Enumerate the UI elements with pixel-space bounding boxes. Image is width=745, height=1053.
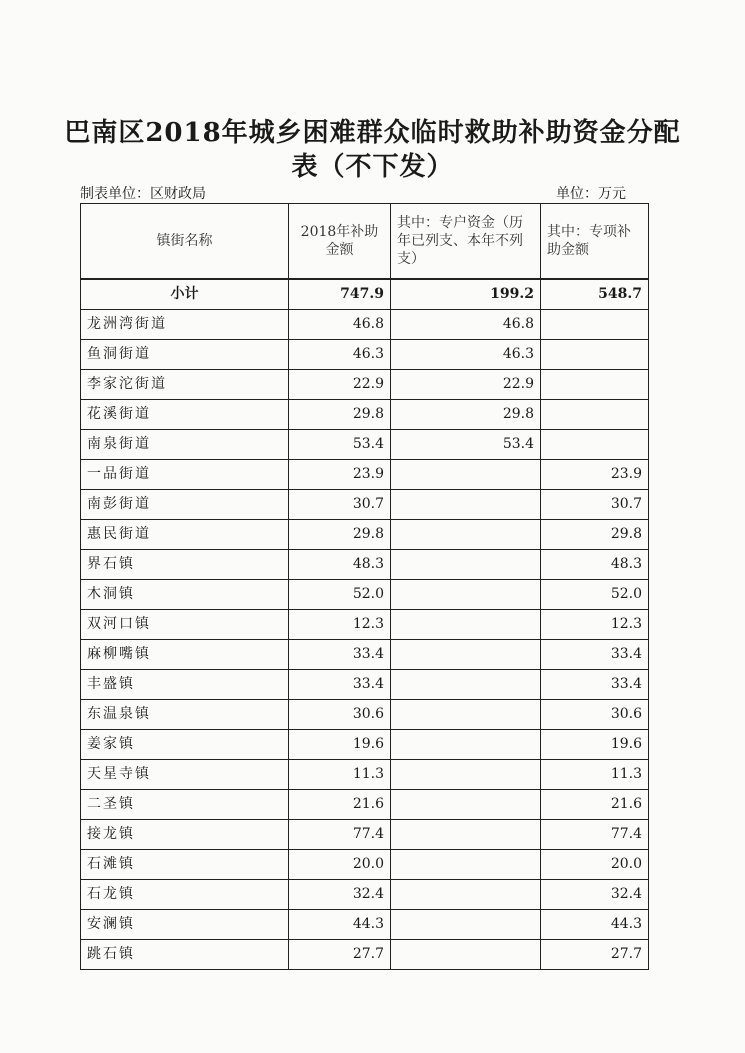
special-subsidy-cell: 23.9 <box>541 460 649 490</box>
town-name-cell: 石滩镇 <box>81 850 289 880</box>
allocation-table <box>80 203 649 970</box>
town-name-cell: 安澜镇 <box>81 910 289 940</box>
table-row <box>81 580 649 610</box>
special-account-cell <box>391 730 541 760</box>
subtotal-row <box>81 279 649 310</box>
special-subsidy-cell: 12.3 <box>541 610 649 640</box>
town-name-cell: 跳石镇 <box>81 940 289 970</box>
table-body <box>81 279 649 970</box>
table-row <box>81 340 649 370</box>
town-name-cell: 东温泉镇 <box>81 700 289 730</box>
special-account-cell <box>391 580 541 610</box>
table-row <box>81 820 649 850</box>
town-name-cell: 二圣镇 <box>81 790 289 820</box>
total-amount-cell: 20.0 <box>289 850 391 880</box>
total-amount-cell: 30.7 <box>289 490 391 520</box>
special-account-cell <box>391 790 541 820</box>
special-account-cell <box>391 670 541 700</box>
town-name-cell: 李家沱街道 <box>81 370 289 400</box>
special-subsidy-cell: 48.3 <box>541 550 649 580</box>
special-subsidy-cell: 30.6 <box>541 700 649 730</box>
special-account-cell <box>391 550 541 580</box>
special-subsidy-cell <box>541 340 649 370</box>
special-account-cell <box>391 820 541 850</box>
title-line-1: 巴南区2018年城乡困难群众临时救助补助资金分配 <box>64 118 681 148</box>
special-account-cell <box>391 520 541 550</box>
total-amount-cell: 33.4 <box>289 670 391 700</box>
table-header-row <box>81 204 649 280</box>
table-row <box>81 490 649 520</box>
table-row <box>81 880 649 910</box>
total-amount-cell: 11.3 <box>289 760 391 790</box>
town-name-cell: 南泉街道 <box>81 430 289 460</box>
subtotal-total: 747.9 <box>289 279 391 310</box>
table-row <box>81 460 649 490</box>
special-subsidy-cell: 11.3 <box>541 760 649 790</box>
special-account-cell <box>391 850 541 880</box>
unit-label: 单位：万元 <box>556 186 626 202</box>
special-subsidy-cell: 21.6 <box>541 790 649 820</box>
town-name-cell: 龙洲湾街道 <box>81 310 289 340</box>
total-amount-cell: 52.0 <box>289 580 391 610</box>
table-row <box>81 550 649 580</box>
special-account-cell: 46.3 <box>391 340 541 370</box>
special-account-cell <box>391 640 541 670</box>
compiler-label: 制表单位：区财政局 <box>80 186 206 202</box>
town-name-cell: 天星寺镇 <box>81 760 289 790</box>
table-row <box>81 670 649 700</box>
special-subsidy-cell: 44.3 <box>541 910 649 940</box>
table-row <box>81 400 649 430</box>
title-line-2: 表（不下发） <box>291 152 454 182</box>
special-subsidy-cell: 32.4 <box>541 880 649 910</box>
special-account-cell <box>391 940 541 970</box>
special-subsidy-cell <box>541 370 649 400</box>
special-account-cell: 22.9 <box>391 370 541 400</box>
table-row <box>81 760 649 790</box>
total-amount-cell: 29.8 <box>289 520 391 550</box>
total-amount-cell: 12.3 <box>289 610 391 640</box>
special-account-cell <box>391 700 541 730</box>
total-amount-cell: 32.4 <box>289 880 391 910</box>
total-amount-cell: 29.8 <box>289 400 391 430</box>
total-amount-cell: 27.7 <box>289 940 391 970</box>
subtotal-label: 小计 <box>81 279 289 310</box>
table-row <box>81 940 649 970</box>
town-name-cell: 惠民街道 <box>81 520 289 550</box>
town-name-cell: 木洞镇 <box>81 580 289 610</box>
special-subsidy-cell: 33.4 <box>541 670 649 700</box>
special-account-cell <box>391 490 541 520</box>
town-name-cell: 石龙镇 <box>81 880 289 910</box>
special-subsidy-cell: 30.7 <box>541 490 649 520</box>
table-row <box>81 520 649 550</box>
table-row <box>81 610 649 640</box>
town-name-cell: 南彭街道 <box>81 490 289 520</box>
town-name-cell: 鱼洞街道 <box>81 340 289 370</box>
special-account-cell: 53.4 <box>391 430 541 460</box>
town-name-cell: 接龙镇 <box>81 820 289 850</box>
table-row <box>81 430 649 460</box>
special-subsidy-cell <box>541 400 649 430</box>
town-name-cell: 双河口镇 <box>81 610 289 640</box>
special-subsidy-cell: 19.6 <box>541 730 649 760</box>
special-account-cell <box>391 880 541 910</box>
table-row <box>81 310 649 340</box>
special-account-cell <box>391 460 541 490</box>
special-subsidy-cell: 27.7 <box>541 940 649 970</box>
special-account-cell: 46.8 <box>391 310 541 340</box>
town-name-cell: 一品街道 <box>81 460 289 490</box>
special-subsidy-cell: 52.0 <box>541 580 649 610</box>
special-subsidy-cell: 77.4 <box>541 820 649 850</box>
total-amount-cell: 19.6 <box>289 730 391 760</box>
total-amount-cell: 53.4 <box>289 430 391 460</box>
table-row <box>81 370 649 400</box>
special-account-cell <box>391 760 541 790</box>
total-amount-cell: 44.3 <box>289 910 391 940</box>
special-subsidy-cell: 33.4 <box>541 640 649 670</box>
special-subsidy-cell: 20.0 <box>541 850 649 880</box>
header-special-account: 其中：专户资金（历年已列支、本年不列支） <box>391 204 541 280</box>
total-amount-cell: 22.9 <box>289 370 391 400</box>
town-name-cell: 界石镇 <box>81 550 289 580</box>
header-town-name: 镇街名称 <box>81 204 289 280</box>
town-name-cell: 姜家镇 <box>81 730 289 760</box>
subtotal-special-subsidy: 548.7 <box>541 279 649 310</box>
total-amount-cell: 21.6 <box>289 790 391 820</box>
special-subsidy-cell: 29.8 <box>541 520 649 550</box>
table-row <box>81 910 649 940</box>
total-amount-cell: 30.6 <box>289 700 391 730</box>
table-row <box>81 700 649 730</box>
page-title <box>0 116 745 184</box>
special-subsidy-cell <box>541 310 649 340</box>
total-amount-cell: 77.4 <box>289 820 391 850</box>
subtotal-special-account: 199.2 <box>391 279 541 310</box>
table-row <box>81 850 649 880</box>
special-account-cell <box>391 910 541 940</box>
table-row <box>81 730 649 760</box>
total-amount-cell: 48.3 <box>289 550 391 580</box>
total-amount-cell: 23.9 <box>289 460 391 490</box>
total-amount-cell: 33.4 <box>289 640 391 670</box>
town-name-cell: 花溪街道 <box>81 400 289 430</box>
table-row <box>81 640 649 670</box>
special-account-cell <box>391 610 541 640</box>
table-row <box>81 790 649 820</box>
town-name-cell: 麻柳嘴镇 <box>81 640 289 670</box>
header-2018-amount: 2018年补助金额 <box>289 204 391 280</box>
special-account-cell: 29.8 <box>391 400 541 430</box>
header-special-subsidy: 其中：专项补助金额 <box>541 204 649 280</box>
total-amount-cell: 46.3 <box>289 340 391 370</box>
total-amount-cell: 46.8 <box>289 310 391 340</box>
town-name-cell: 丰盛镇 <box>81 670 289 700</box>
special-subsidy-cell <box>541 430 649 460</box>
